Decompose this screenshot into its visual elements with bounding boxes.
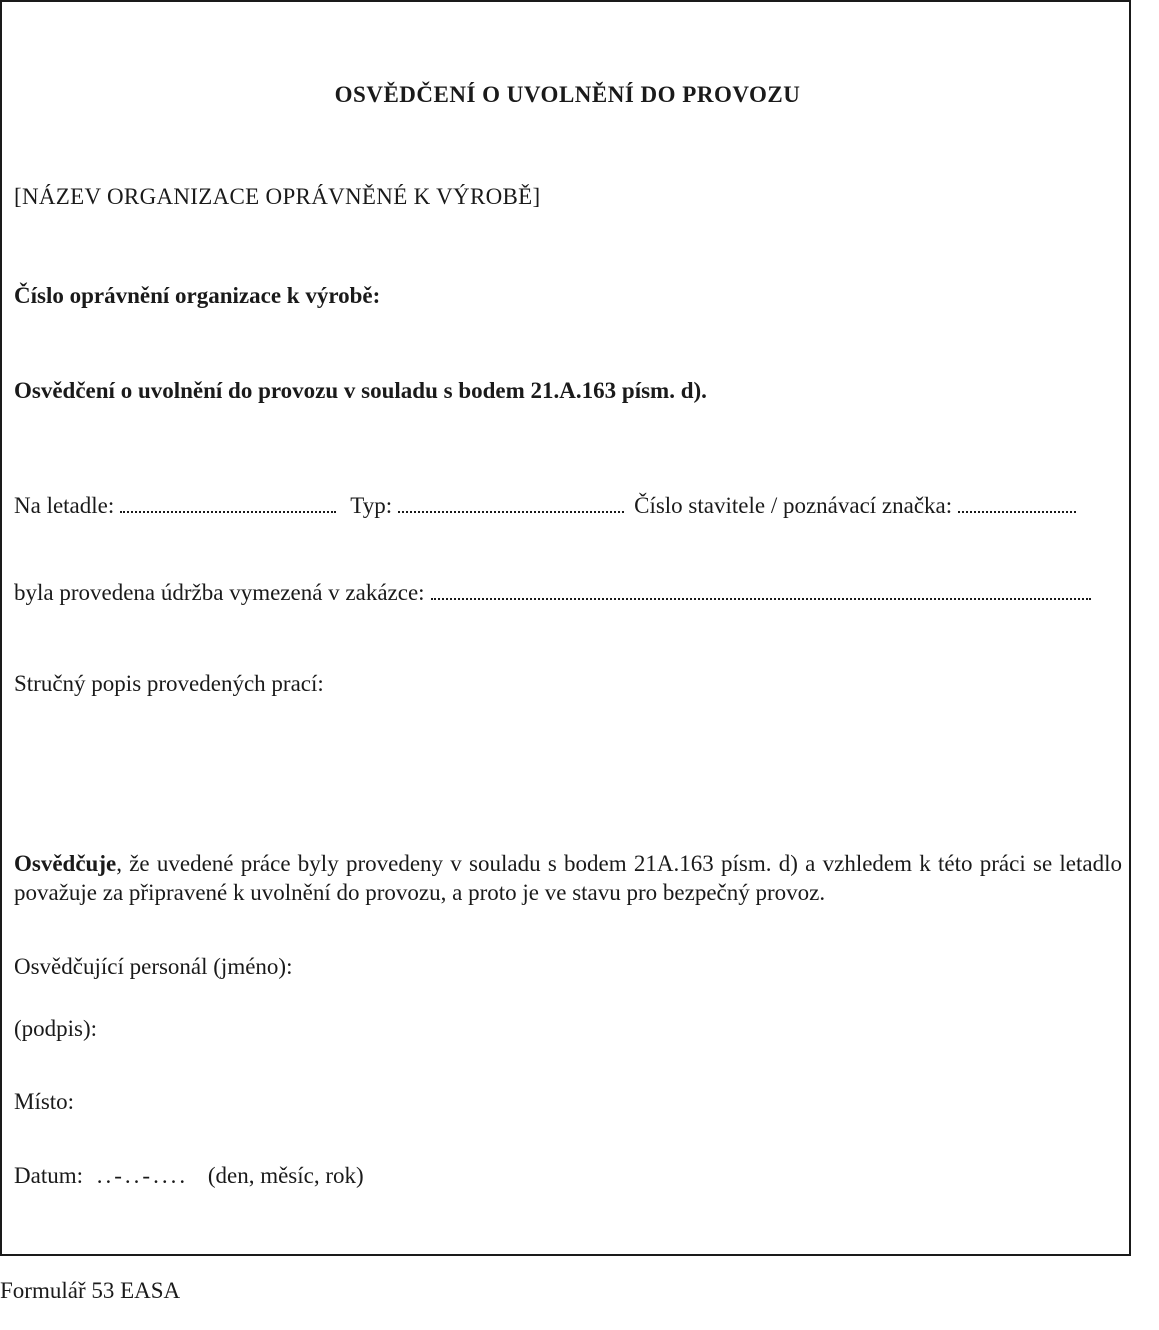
- organization-name-placeholder: [NÁZEV ORGANIZACE OPRÁVNĚNÉ K VÝROBĚ]: [14, 184, 541, 209]
- maintenance-order-field[interactable]: [431, 580, 1091, 600]
- date-row: [14, 1162, 364, 1190]
- approval-number-label: Číslo oprávnění organizace k výrobě:: [14, 283, 381, 308]
- certify-text: , že uvedené práce byly provedeny v souladu s bodem 21A.163 písm. d) a vzhledem k této práci se letadlo považuje za připravené k uvolnění do provozu, a proto je ve stavu pro bezpečný provoz.: [14, 851, 1122, 905]
- certifying-staff-label: Osvědčující personál (jméno):: [14, 954, 293, 979]
- form-id-footer: Formulář 53 EASA: [0, 1278, 181, 1303]
- work-description-label: Stručný popis provedených prací:: [14, 671, 324, 696]
- certification-paragraph: [14, 849, 1122, 907]
- aircraft-label: Na letadle:: [14, 493, 115, 518]
- maintenance-row: [14, 579, 1091, 607]
- serial-field[interactable]: [958, 493, 1076, 513]
- aircraft-info-row: [14, 492, 1076, 520]
- form-title: OSVĚDČENÍ O UVOLNĚNÍ DO PROVOZU: [334, 82, 801, 107]
- maintenance-label: byla provedena údržba vymezená v zakázce:: [14, 580, 425, 605]
- date-label: Datum:: [14, 1163, 83, 1188]
- release-statement: Osvědčení o uvolnění do provozu v souladu s bodem 21.A.163 písm. d).: [14, 378, 707, 403]
- aircraft-field[interactable]: [120, 493, 336, 513]
- certify-bold-word: Osvědčuje: [14, 851, 117, 876]
- date-field[interactable]: ..-..-....: [96, 1163, 189, 1188]
- serial-label: Číslo stavitele / poznávací značka:: [634, 493, 953, 518]
- date-format-hint: (den, měsíc, rok): [207, 1163, 364, 1188]
- type-field[interactable]: [398, 493, 624, 513]
- place-label: Místo:: [14, 1089, 75, 1114]
- signature-label: (podpis):: [14, 1016, 98, 1041]
- type-label: Typ:: [350, 493, 393, 518]
